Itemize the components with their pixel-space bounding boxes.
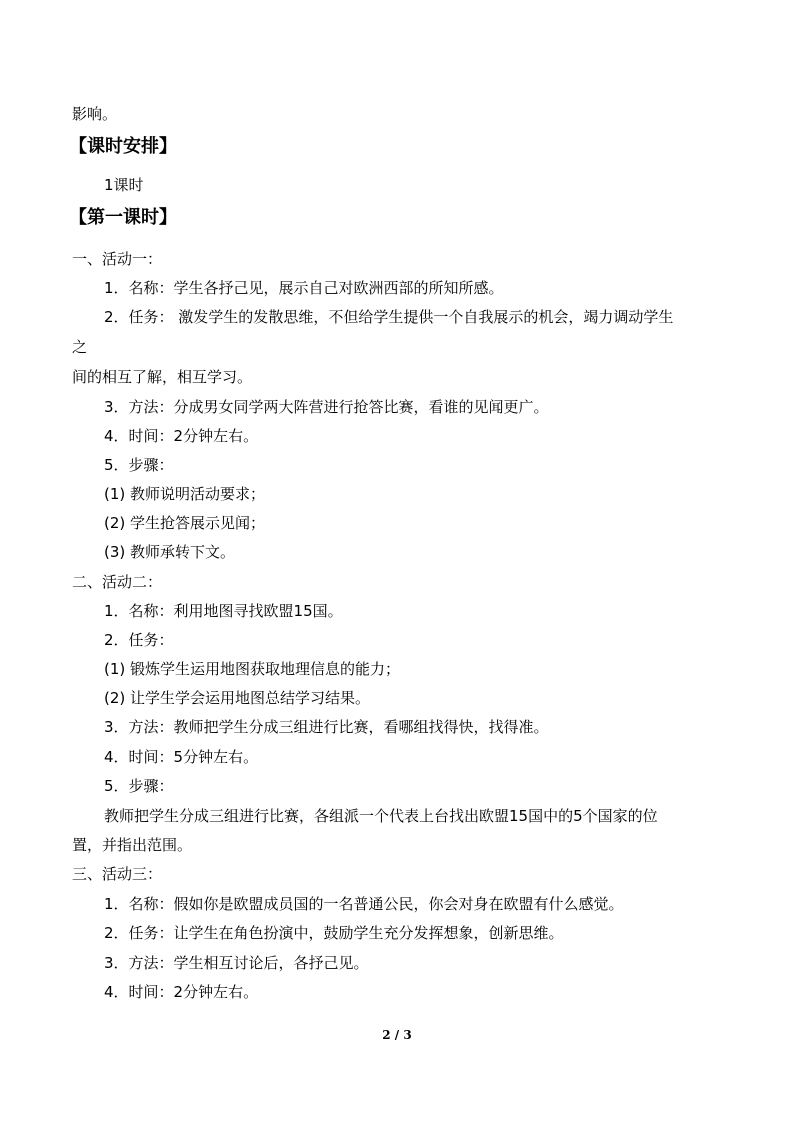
schedule-content: 1课时 [104,176,144,194]
activity2-step-line1: 教师把学生分成三组进行比赛，各组派一个代表上台找出欧盟15国中的5个国家的位 [104,807,658,825]
activity2-time: 4．时间：5分钟左右。 [104,748,259,766]
activity2-steps: 5．步骤： [104,777,174,795]
activity1-name: 1．名称：学生各抒己见，展示自己对欧洲西部的所知所感。 [104,279,504,297]
activity3-time: 4．时间：2分钟左右。 [104,983,259,1001]
activity1-step2: (2) 学生抢答展示见闻； [104,514,266,532]
activity1-task-line1: 2．任务： 激发学生的发散思维，不但给学生提供一个自我展示的机会，竭力调动学生 [104,308,674,326]
activity2-task2: (2) 让学生学会运用地图总结学习结果。 [104,689,371,707]
activity2-task: 2．任务： [104,631,174,649]
activity1-task-line2: 之 [72,338,88,356]
activity2-task1: (1) 锻炼学生运用地图获取地理信息的能力； [104,660,401,678]
activity1-title: 一、活动一： [72,250,163,268]
activity2-name: 1．名称：利用地图寻找欧盟15国。 [104,602,343,620]
activity1-task-line3: 间的相互了解，相互学习。 [72,368,253,386]
page-number: 2 / 3 [382,1028,412,1042]
first-lesson-heading: 【第一课时】 [69,207,177,228]
activity3-task: 2．任务：让学生在角色扮演中，鼓励学生充分发挥想象，创新思维。 [104,924,564,942]
intro-tail-text: 影响。 [72,105,118,123]
activity2-title: 二、活动二： [72,573,163,591]
activity1-method: 3．方法：分成男女同学两大阵营进行抢答比赛，看谁的见闻更广。 [104,398,549,416]
activity3-title: 三、活动三： [72,865,163,883]
activity1-steps: 5．步骤： [104,456,174,474]
activity2-step-line2: 置，并指出范围。 [72,836,193,854]
activity3-name: 1．名称：假如你是欧盟成员国的一名普通公民，你会对身在欧盟有什么感觉。 [104,895,624,913]
activity1-step3: (3) 教师承转下文。 [104,543,236,561]
activity1-step1: (1) 教师说明活动要求； [104,485,266,503]
activity3-method: 3．方法：学生相互讨论后，各抒己见。 [104,954,369,972]
activity1-time: 4．时间：2分钟左右。 [104,427,259,445]
schedule-heading: 【课时安排】 [69,136,177,157]
activity2-method: 3．方法：教师把学生分成三组进行比赛，看哪组找得快，找得准。 [104,718,549,736]
